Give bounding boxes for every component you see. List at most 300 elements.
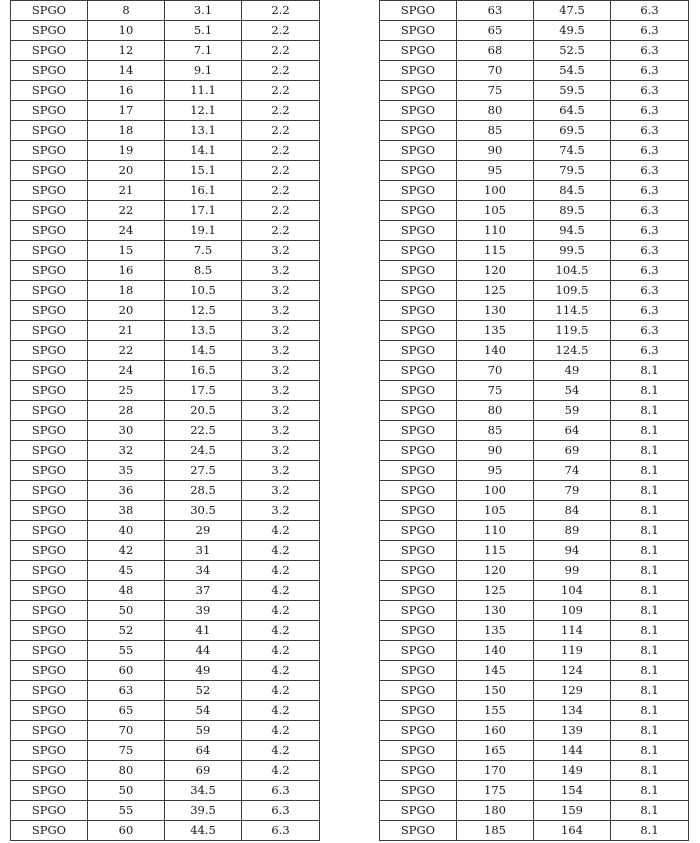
- table-cell: 8.1: [611, 581, 689, 601]
- table-row: [380, 301, 689, 321]
- table-row: [380, 41, 689, 61]
- table-cell: 39: [165, 601, 242, 621]
- table-row: [380, 401, 689, 421]
- table-cell: 22: [88, 341, 165, 361]
- table-cell: 59: [534, 401, 611, 421]
- table-cell: 135: [457, 321, 534, 341]
- table-cell: 60: [88, 661, 165, 681]
- table-cell: 6.3: [611, 261, 689, 281]
- table-cell: 8.1: [611, 801, 689, 821]
- table-row: [380, 281, 689, 301]
- table-cell: 4.2: [242, 541, 320, 561]
- table-cell: 18: [88, 281, 165, 301]
- table-cell: 4.2: [242, 721, 320, 741]
- table-cell: SPGO: [11, 621, 88, 641]
- table-cell: 124: [534, 661, 611, 681]
- table-cell: SPGO: [11, 441, 88, 461]
- table-row: [11, 361, 320, 381]
- table-cell: 7.5: [165, 241, 242, 261]
- table-row: [380, 781, 689, 801]
- table-cell: 90: [457, 141, 534, 161]
- table-cell: SPGO: [11, 761, 88, 781]
- table-cell: 75: [457, 381, 534, 401]
- table-cell: 4.2: [242, 641, 320, 661]
- table-cell: 31: [165, 541, 242, 561]
- table-cell: SPGO: [11, 481, 88, 501]
- table-cell: 144: [534, 741, 611, 761]
- table-cell: 14: [88, 61, 165, 81]
- table-row: [11, 201, 320, 221]
- table-cell: 8.1: [611, 681, 689, 701]
- left-table-body: [11, 1, 320, 841]
- table-row: [11, 301, 320, 321]
- table-cell: 64.5: [534, 101, 611, 121]
- table-cell: 10: [88, 21, 165, 41]
- table-cell: 180: [457, 801, 534, 821]
- table-cell: 124.5: [534, 341, 611, 361]
- table-cell: SPGO: [380, 541, 457, 561]
- table-row: [11, 581, 320, 601]
- table-cell: SPGO: [380, 741, 457, 761]
- table-cell: 4.2: [242, 581, 320, 601]
- table-row: [380, 61, 689, 81]
- table-cell: SPGO: [380, 261, 457, 281]
- table-cell: 29: [165, 521, 242, 541]
- table-cell: 155: [457, 701, 534, 721]
- table-cell: SPGO: [11, 21, 88, 41]
- table-cell: 8.1: [611, 441, 689, 461]
- table-row: [380, 581, 689, 601]
- table-row: [11, 541, 320, 561]
- table-cell: SPGO: [380, 201, 457, 221]
- table-cell: 10.5: [165, 281, 242, 301]
- table-cell: 2.2: [242, 221, 320, 241]
- table-cell: 145: [457, 661, 534, 681]
- table-cell: 24: [88, 221, 165, 241]
- table-cell: SPGO: [11, 501, 88, 521]
- table-row: [380, 101, 689, 121]
- table-cell: 40: [88, 521, 165, 541]
- table-cell: SPGO: [11, 741, 88, 761]
- table-cell: 80: [457, 101, 534, 121]
- table-cell: 130: [457, 601, 534, 621]
- table-cell: 2.2: [242, 41, 320, 61]
- table-cell: 34.5: [165, 781, 242, 801]
- table-cell: SPGO: [11, 541, 88, 561]
- table-cell: 6.3: [611, 181, 689, 201]
- table-row: [380, 221, 689, 241]
- table-row: [380, 361, 689, 381]
- table-cell: 6.3: [611, 321, 689, 341]
- table-row: [380, 701, 689, 721]
- table-row: [380, 801, 689, 821]
- table-cell: 55: [88, 801, 165, 821]
- table-row: [380, 461, 689, 481]
- table-cell: 17: [88, 101, 165, 121]
- table-cell: 94: [534, 541, 611, 561]
- table-cell: SPGO: [11, 281, 88, 301]
- table-cell: 4.2: [242, 761, 320, 781]
- table-cell: SPGO: [11, 681, 88, 701]
- table-row: [380, 381, 689, 401]
- table-cell: 114.5: [534, 301, 611, 321]
- table-cell: SPGO: [380, 321, 457, 341]
- table-cell: 63: [88, 681, 165, 701]
- table-cell: 65: [88, 701, 165, 721]
- table-cell: 54: [534, 381, 611, 401]
- table-cell: 49: [534, 361, 611, 381]
- table-cell: 104: [534, 581, 611, 601]
- table-cell: 14.5: [165, 341, 242, 361]
- table-cell: 2.2: [242, 21, 320, 41]
- table-cell: 129: [534, 681, 611, 701]
- table-cell: 6.3: [611, 81, 689, 101]
- table-cell: 105: [457, 201, 534, 221]
- table-cell: SPGO: [11, 721, 88, 741]
- table-cell: 6.3: [611, 161, 689, 181]
- table-cell: 48: [88, 581, 165, 601]
- table-cell: 2.2: [242, 121, 320, 141]
- table-cell: SPGO: [11, 521, 88, 541]
- table-cell: 75: [457, 81, 534, 101]
- table-cell: 52: [165, 681, 242, 701]
- table-cell: 85: [457, 121, 534, 141]
- table-row: [380, 141, 689, 161]
- table-cell: 2.2: [242, 101, 320, 121]
- table-cell: 6.3: [611, 201, 689, 221]
- table-row: [380, 201, 689, 221]
- table-cell: 3.2: [242, 361, 320, 381]
- table-cell: SPGO: [380, 81, 457, 101]
- table-row: [11, 341, 320, 361]
- table-cell: 63: [457, 1, 534, 21]
- table-cell: SPGO: [380, 121, 457, 141]
- table-row: [380, 421, 689, 441]
- table-cell: 115: [457, 241, 534, 261]
- table-cell: SPGO: [380, 301, 457, 321]
- table-row: [11, 261, 320, 281]
- table-cell: 69.5: [534, 121, 611, 141]
- table-cell: 50: [88, 781, 165, 801]
- table-cell: SPGO: [380, 641, 457, 661]
- table-cell: SPGO: [11, 161, 88, 181]
- table-cell: 16: [88, 261, 165, 281]
- table-cell: 6.3: [611, 281, 689, 301]
- table-cell: 8.1: [611, 701, 689, 721]
- table-cell: 8.1: [611, 561, 689, 581]
- table-row: [11, 781, 320, 801]
- table-cell: 4.2: [242, 681, 320, 701]
- table-cell: 25: [88, 381, 165, 401]
- table-cell: 8.1: [611, 421, 689, 441]
- table-row: [380, 721, 689, 741]
- table-cell: 80: [457, 401, 534, 421]
- table-cell: 8.1: [611, 601, 689, 621]
- table-cell: 3.2: [242, 461, 320, 481]
- table-cell: SPGO: [380, 21, 457, 41]
- table-cell: SPGO: [380, 101, 457, 121]
- table-cell: SPGO: [380, 701, 457, 721]
- table-cell: 8.1: [611, 401, 689, 421]
- table-cell: 16.1: [165, 181, 242, 201]
- table-cell: 68: [457, 41, 534, 61]
- table-cell: SPGO: [380, 581, 457, 601]
- table-cell: 90: [457, 441, 534, 461]
- table-cell: 8.1: [611, 361, 689, 381]
- table-cell: 7.1: [165, 41, 242, 61]
- table-cell: 20: [88, 301, 165, 321]
- table-cell: SPGO: [11, 121, 88, 141]
- table-cell: 3.2: [242, 241, 320, 261]
- table-cell: 52: [88, 621, 165, 641]
- table-cell: 74: [534, 461, 611, 481]
- table-cell: 16: [88, 81, 165, 101]
- table-cell: 3.2: [242, 421, 320, 441]
- table-cell: 38: [88, 501, 165, 521]
- table-cell: SPGO: [11, 1, 88, 21]
- table-cell: 4.2: [242, 561, 320, 581]
- table-cell: SPGO: [11, 101, 88, 121]
- table-cell: 99: [534, 561, 611, 581]
- table-row: [380, 481, 689, 501]
- table-cell: SPGO: [11, 181, 88, 201]
- table-cell: 19: [88, 141, 165, 161]
- table-row: [380, 241, 689, 261]
- table-row: [11, 1, 320, 21]
- table-cell: 50: [88, 601, 165, 621]
- table-cell: 159: [534, 801, 611, 821]
- table-cell: 85: [457, 421, 534, 441]
- table-cell: 14.1: [165, 141, 242, 161]
- table-cell: 100: [457, 181, 534, 201]
- table-row: [11, 141, 320, 161]
- table-cell: 125: [457, 581, 534, 601]
- table-row: [11, 21, 320, 41]
- table-cell: 47.5: [534, 1, 611, 21]
- table-cell: 54.5: [534, 61, 611, 81]
- table-cell: 105: [457, 501, 534, 521]
- table-cell: SPGO: [380, 41, 457, 61]
- table-cell: SPGO: [380, 61, 457, 81]
- table-cell: 37: [165, 581, 242, 601]
- table-cell: SPGO: [380, 721, 457, 741]
- table-cell: 24.5: [165, 441, 242, 461]
- table-cell: 34: [165, 561, 242, 581]
- table-cell: 28.5: [165, 481, 242, 501]
- table-cell: 8.1: [611, 641, 689, 661]
- table-cell: 175: [457, 781, 534, 801]
- table-cell: 8: [88, 1, 165, 21]
- table-cell: 110: [457, 521, 534, 541]
- table-cell: 80: [88, 761, 165, 781]
- table-cell: 36: [88, 481, 165, 501]
- table-cell: 100: [457, 481, 534, 501]
- table-cell: 139: [534, 721, 611, 741]
- table-cell: 39.5: [165, 801, 242, 821]
- table-cell: 22: [88, 201, 165, 221]
- table-cell: SPGO: [380, 381, 457, 401]
- table-cell: 11.1: [165, 81, 242, 101]
- table-cell: 2.2: [242, 61, 320, 81]
- table-cell: SPGO: [380, 761, 457, 781]
- table-row: [11, 801, 320, 821]
- table-cell: 27.5: [165, 461, 242, 481]
- table-cell: 2.2: [242, 141, 320, 161]
- table-row: [11, 241, 320, 261]
- table-cell: 3.2: [242, 441, 320, 461]
- table-cell: SPGO: [11, 201, 88, 221]
- table-cell: SPGO: [11, 421, 88, 441]
- table-cell: SPGO: [380, 141, 457, 161]
- table-cell: 21: [88, 321, 165, 341]
- table-cell: 6.3: [242, 801, 320, 821]
- table-cell: 15.1: [165, 161, 242, 181]
- table-cell: 64: [534, 421, 611, 441]
- table-cell: 79: [534, 481, 611, 501]
- table-cell: SPGO: [11, 701, 88, 721]
- table-cell: 3.2: [242, 501, 320, 521]
- table-cell: SPGO: [380, 661, 457, 681]
- table-cell: SPGO: [380, 521, 457, 541]
- table-cell: 8.1: [611, 761, 689, 781]
- table-cell: 2.2: [242, 81, 320, 101]
- table-cell: 4.2: [242, 741, 320, 761]
- table-cell: 149: [534, 761, 611, 781]
- table-cell: 8.1: [611, 521, 689, 541]
- table-cell: 140: [457, 341, 534, 361]
- table-cell: 8.1: [611, 501, 689, 521]
- table-cell: 17.5: [165, 381, 242, 401]
- table-cell: 2.2: [242, 1, 320, 21]
- table-cell: 6.3: [611, 21, 689, 41]
- table-row: [380, 761, 689, 781]
- table-cell: 109.5: [534, 281, 611, 301]
- table-cell: 20.5: [165, 401, 242, 421]
- table-cell: 42: [88, 541, 165, 561]
- table-row: [11, 481, 320, 501]
- table-cell: 8.1: [611, 381, 689, 401]
- table-cell: 19.1: [165, 221, 242, 241]
- table-cell: 6.3: [242, 781, 320, 801]
- table-cell: 6.3: [611, 101, 689, 121]
- table-cell: 140: [457, 641, 534, 661]
- table-cell: 3.2: [242, 401, 320, 421]
- table-cell: 150: [457, 681, 534, 701]
- table-cell: 8.1: [611, 481, 689, 501]
- table-cell: 54: [165, 701, 242, 721]
- table-cell: 70: [88, 721, 165, 741]
- table-row: [11, 561, 320, 581]
- table-cell: SPGO: [11, 821, 88, 841]
- table-cell: SPGO: [380, 441, 457, 461]
- table-cell: 16.5: [165, 361, 242, 381]
- table-row: [11, 41, 320, 61]
- table-cell: 30: [88, 421, 165, 441]
- table-row: [11, 721, 320, 741]
- table-cell: SPGO: [11, 241, 88, 261]
- table-cell: SPGO: [380, 421, 457, 441]
- table-row: [380, 621, 689, 641]
- table-cell: SPGO: [380, 181, 457, 201]
- table-cell: 6.3: [611, 141, 689, 161]
- table-row: [11, 61, 320, 81]
- table-cell: 4.2: [242, 701, 320, 721]
- table-cell: SPGO: [11, 381, 88, 401]
- table-cell: SPGO: [380, 361, 457, 381]
- table-cell: 69: [165, 761, 242, 781]
- table-row: [11, 821, 320, 841]
- table-row: [11, 121, 320, 141]
- table-cell: SPGO: [380, 801, 457, 821]
- table-cell: 3.2: [242, 261, 320, 281]
- table-cell: 3.2: [242, 301, 320, 321]
- table-row: [380, 321, 689, 341]
- table-row: [11, 161, 320, 181]
- table-cell: 28: [88, 401, 165, 421]
- table-cell: 59: [165, 721, 242, 741]
- table-cell: 4.2: [242, 521, 320, 541]
- table-cell: 99.5: [534, 241, 611, 261]
- table-cell: 89: [534, 521, 611, 541]
- table-cell: SPGO: [380, 821, 457, 841]
- table-cell: SPGO: [380, 161, 457, 181]
- table-cell: 5.1: [165, 21, 242, 41]
- table-cell: 8.1: [611, 741, 689, 761]
- table-cell: SPGO: [380, 481, 457, 501]
- table-cell: 64: [165, 741, 242, 761]
- table-cell: 44: [165, 641, 242, 661]
- table-row: [11, 401, 320, 421]
- table-cell: 4.2: [242, 621, 320, 641]
- table-cell: SPGO: [11, 401, 88, 421]
- table-row: [380, 641, 689, 661]
- table-cell: 115: [457, 541, 534, 561]
- table-row: [11, 621, 320, 641]
- table-cell: 84: [534, 501, 611, 521]
- table-cell: 44.5: [165, 821, 242, 841]
- table-cell: 45: [88, 561, 165, 581]
- table-cell: SPGO: [380, 281, 457, 301]
- table-cell: 3.2: [242, 281, 320, 301]
- table-cell: 8.1: [611, 541, 689, 561]
- table-row: [380, 341, 689, 361]
- table-row: [380, 501, 689, 521]
- table-cell: 41: [165, 621, 242, 641]
- table-cell: 89.5: [534, 201, 611, 221]
- table-cell: 110: [457, 221, 534, 241]
- table-cell: 18: [88, 121, 165, 141]
- table-row: [380, 1, 689, 21]
- table-cell: 3.2: [242, 321, 320, 341]
- table-row: [11, 81, 320, 101]
- table-row: [380, 601, 689, 621]
- table-cell: SPGO: [380, 501, 457, 521]
- table-cell: SPGO: [380, 601, 457, 621]
- table-cell: SPGO: [380, 561, 457, 581]
- table-cell: SPGO: [380, 781, 457, 801]
- table-row: [11, 681, 320, 701]
- table-row: [11, 421, 320, 441]
- table-cell: 135: [457, 621, 534, 641]
- table-row: [380, 161, 689, 181]
- table-cell: 15: [88, 241, 165, 261]
- table-row: [11, 381, 320, 401]
- table-cell: 9.1: [165, 61, 242, 81]
- table-cell: 60: [88, 821, 165, 841]
- table-cell: SPGO: [380, 401, 457, 421]
- table-row: [380, 561, 689, 581]
- table-cell: 4.2: [242, 661, 320, 681]
